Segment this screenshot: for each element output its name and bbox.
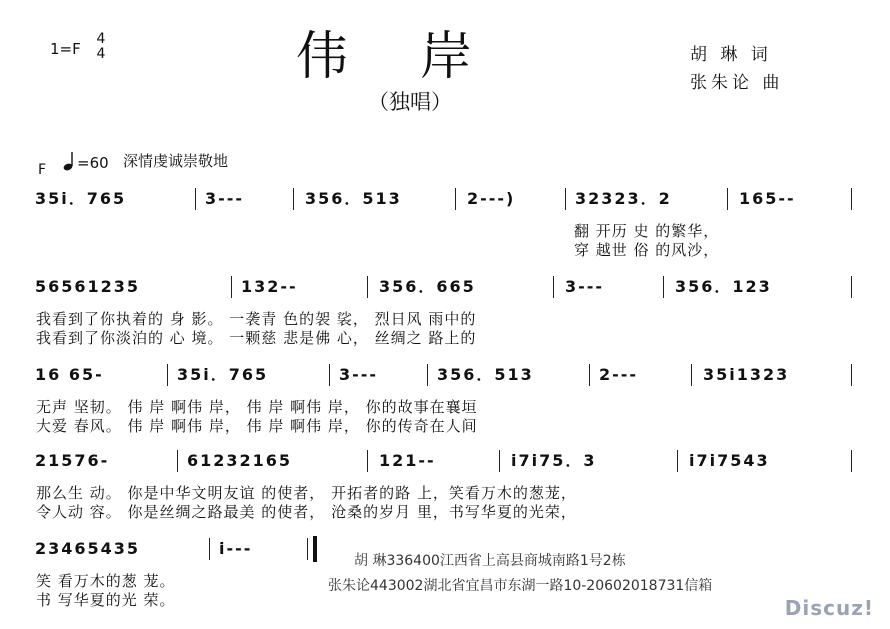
barline	[727, 188, 728, 210]
measure-1-4: 2---)	[467, 189, 516, 208]
lyrics-row-4-verse-1: 那么生 动。 你是中华文明友谊 的使者， 开拓者的路 上，笑看万木的葱茏，	[36, 484, 577, 502]
address-lyricist: 胡 琳336400江西省上高县商城南路1号2栋	[354, 553, 626, 569]
barline	[663, 276, 664, 298]
barline	[565, 188, 566, 210]
barline	[367, 276, 368, 298]
barline	[209, 538, 210, 560]
barline	[367, 450, 368, 472]
measure-3-3: 3---	[339, 365, 379, 384]
measure-4-2: 61232165	[187, 451, 293, 470]
measure-5-2: i---	[219, 539, 253, 558]
lyrics-row-1-verse-1: 翻 开历 史 的繁华，	[574, 222, 720, 240]
lyrics-row-2-verse-1: 我看到了你执着的 身 影。 一袭青 色的袈 裟， 烈日风 雨中的	[36, 310, 477, 328]
measure-2-5: 356．123	[675, 277, 772, 296]
address-composer: 张朱论443002湖北省宜昌市东湖一路10-20602018731信箱	[328, 578, 713, 594]
barline	[553, 276, 554, 298]
measure-5-1: 23465435	[35, 539, 141, 558]
measure-2-4: 3---	[565, 277, 605, 296]
tempo-key-letter: F	[38, 162, 47, 178]
key-signature: 1=F	[50, 40, 81, 58]
lyrics-row-5-verse-1: 笑 看万木的葱 茏。	[36, 572, 176, 590]
measure-1-5: 32323．2	[575, 189, 672, 208]
lyrics-row-4-verse-2: 令人动 容。 你是丝绸之路最美 的使者， 沧桑的岁月 里，书写华夏的光荣，	[36, 503, 577, 521]
measure-4-1: 21576-	[35, 451, 110, 470]
barline	[427, 364, 428, 386]
lyrics-row-5-verse-2: 书 写华夏的光 荣。	[36, 591, 176, 609]
barline	[851, 450, 852, 472]
score-row-3	[33, 364, 853, 386]
barline	[293, 188, 294, 210]
song-title: 伟岸	[296, 27, 545, 87]
measure-4-3: 121--	[379, 451, 436, 470]
time-signature	[94, 32, 108, 62]
measure-1-1: 35i．765	[35, 189, 127, 208]
measure-1-3: 356．513	[305, 189, 402, 208]
barline	[167, 364, 168, 386]
score-row-5	[33, 538, 353, 560]
watermark-logo: Discuz!	[784, 596, 874, 620]
measure-1-2: 3---	[205, 189, 245, 208]
lyricist-credit: 胡 琳 词	[690, 45, 772, 65]
barline	[499, 450, 500, 472]
measure-4-4: i7i75．3	[511, 451, 597, 470]
measure-3-1: 16 65-	[35, 365, 104, 384]
barline	[195, 188, 196, 210]
expression-marking: 深情虔诚崇敬地	[123, 152, 229, 170]
barline	[851, 276, 852, 298]
measure-3-5: 2---	[599, 365, 639, 384]
time-signature-top: 4	[96, 31, 106, 47]
quarter-note-icon	[63, 150, 75, 172]
barline	[329, 364, 330, 386]
composer-credit: 张朱论 曲	[690, 73, 784, 93]
measure-2-1: 56561235	[35, 277, 141, 296]
score-row-1	[33, 188, 853, 210]
lyrics-row-3-verse-2: 大爱 春风。 伟 岸 啊伟 岸， 伟 岸 啊伟 岸， 你的传奇在人间	[36, 417, 478, 435]
score-row-4	[33, 450, 853, 472]
barline	[851, 188, 852, 210]
measure-1-6: 165--	[739, 189, 796, 208]
time-signature-bottom: 4	[96, 46, 106, 62]
tempo-bpm: =60	[77, 154, 109, 172]
barline	[677, 450, 678, 472]
barline	[589, 364, 590, 386]
lyrics-row-2-verse-2: 我看到了你淡泊的 心 境。 一颗慈 悲是佛 心， 丝绸之 路上的	[36, 329, 477, 347]
tempo-marking	[63, 150, 109, 172]
measure-3-4: 356．513	[437, 365, 534, 384]
score-row-2	[33, 276, 853, 298]
barline	[455, 188, 456, 210]
lyrics-row-1-verse-2: 穿 越世 俗 的风沙，	[574, 241, 720, 259]
final-barline	[313, 536, 317, 562]
measure-3-2: 35i．765	[177, 365, 269, 384]
barline	[851, 364, 852, 386]
barline	[177, 450, 178, 472]
measure-4-5: i7i7543	[689, 451, 770, 470]
barline	[307, 538, 308, 560]
barline	[691, 364, 692, 386]
measure-3-6: 35i1323	[703, 365, 790, 384]
song-subtitle: （独唱）	[368, 90, 452, 114]
lyrics-row-3-verse-1: 无声 坚韧。 伟 岸 啊伟 岸， 伟 岸 啊伟 岸， 你的故事在襄垣	[36, 398, 478, 416]
measure-2-3: 356．665	[379, 277, 476, 296]
measure-2-2: 132--	[241, 277, 298, 296]
barline	[231, 276, 232, 298]
